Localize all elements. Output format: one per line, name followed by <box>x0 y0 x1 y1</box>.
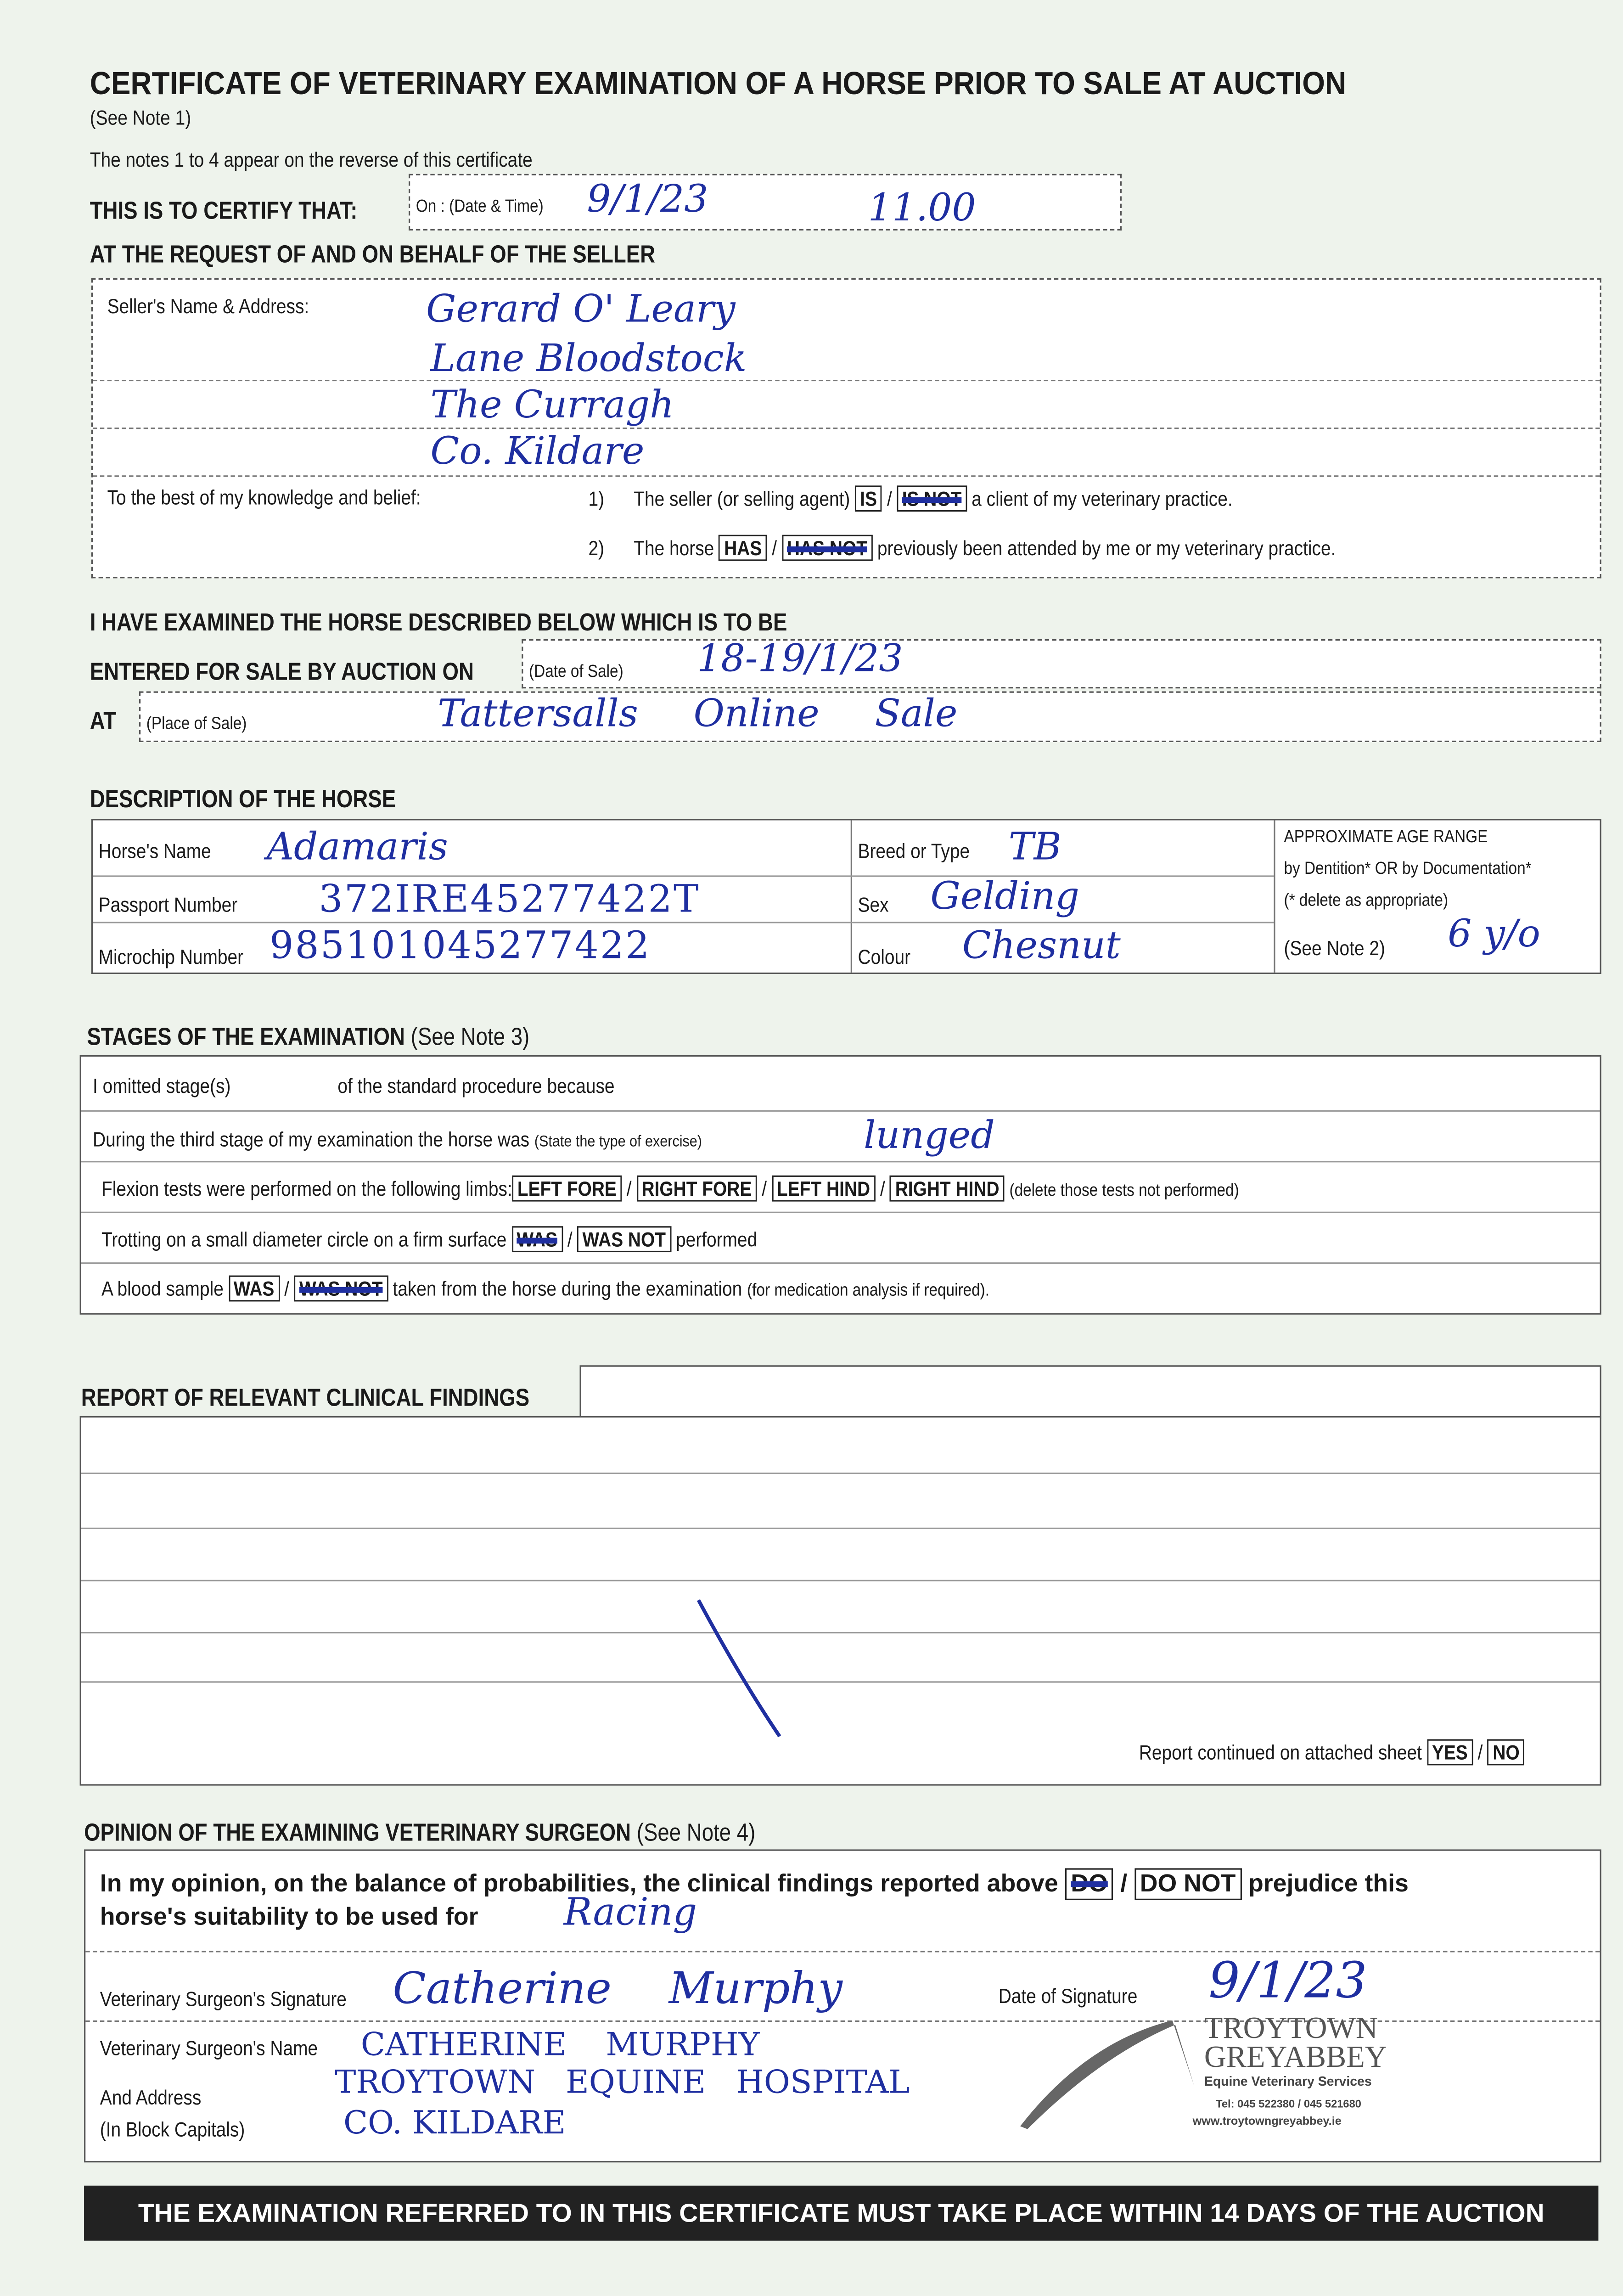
q1-row: 1) The seller (or selling agent) IS / IS NOT a client of my veterinary practice. <box>588 485 1232 512</box>
omitted-reason-label: of the standard procedure because <box>337 1074 615 1097</box>
knowledge-label: To the best of my knowledge and belief: <box>107 485 421 509</box>
right-fore-option[interactable]: RIGHT FORE <box>636 1176 757 1202</box>
continued-no-option[interactable]: NO <box>1488 1739 1525 1766</box>
stages-box <box>80 1055 1601 1315</box>
opinion-heading: OPINION OF THE EXAMINING VETERINARY SURGEON (See Note 4) <box>84 1819 756 1847</box>
see-note-1: (See Note 1) <box>90 106 191 129</box>
age-see-note: (See Note 2) <box>1284 936 1385 960</box>
trotting-row: Trotting on a small diameter circle on a firm surface WAS / WAS NOT performed <box>101 1226 757 1252</box>
block-capitals-note: (In Block Capitals) <box>100 2117 245 2141</box>
continued-yes-option[interactable]: YES <box>1427 1739 1473 1766</box>
colour-label: Colour <box>858 945 911 968</box>
trot-was-not-option[interactable]: WAS NOT <box>577 1226 671 1252</box>
age-value: 6 y/o <box>1448 913 1540 957</box>
date-of-signature-label: Date of Signature <box>998 1984 1138 2008</box>
opinion-text-2: horse's suitability to be used for <box>100 1903 478 1931</box>
report-heading: REPORT OF RELEVANT CLINICAL FINDINGS <box>81 1384 530 1412</box>
seller-section <box>91 278 1601 578</box>
intended-use: Racing <box>563 1891 697 1935</box>
notes-text: The notes 1 to 4 appear on the reverse of this certificate <box>90 147 533 171</box>
horse-name-label: Horse's Name <box>98 839 211 862</box>
date-of-sale-field[interactable] <box>522 639 1601 688</box>
q2-row: 2) The horse HAS / HAS NOT previously been attended by me or my veterinary practice. <box>588 535 1336 561</box>
third-stage-label: During the third stage of my examination the horse was (State the type of exercise) <box>93 1127 702 1151</box>
signature-label: Veterinary Surgeon's Signature <box>100 1987 347 2010</box>
exam-time: 11.00 <box>868 187 976 231</box>
request-heading: AT THE REQUEST OF AND ON BEHALF OF THE SELLER <box>90 240 656 268</box>
at-label: AT <box>90 707 117 735</box>
vet-name-label: Veterinary Surgeon's Name <box>100 2036 318 2060</box>
footer-banner: THE EXAMINATION REFERRED TO IN THIS CERTIFICATE MUST TAKE PLACE WITHIN 14 DAYS OF THE AUCTION <box>84 2186 1598 2241</box>
is-not-option[interactable]: IS NOT <box>897 485 967 512</box>
practice-logo-swoosh <box>1013 2013 1201 2144</box>
third-stage-exercise: lunged <box>864 1114 995 1158</box>
left-hind-option[interactable]: LEFT HIND <box>772 1176 875 1202</box>
horse-name: Adamaris <box>266 826 448 870</box>
practice-stamp <box>1013 2010 1404 2144</box>
age-by: by Dentition* OR by Documentation* <box>1284 858 1532 878</box>
seller-address-2: The Curragh <box>430 384 674 428</box>
vet-address-2: CO. KILDARE <box>343 2106 566 2143</box>
report-continued-row: Report continued on attached sheet YES / NO <box>1139 1739 1525 1766</box>
do-option[interactable]: DO <box>1065 1868 1114 1900</box>
certificate-title: CERTIFICATE OF VETERINARY EXAMINATION OF A HORSE PRIOR TO SALE AT AUCTION <box>90 65 1347 101</box>
certify-label: THIS IS TO CERTIFY THAT: <box>90 197 358 225</box>
entered-label: ENTERED FOR SALE BY AUCTION ON <box>90 658 474 686</box>
date-of-sale: 18-19/1/23 <box>697 637 903 681</box>
stamp-services: Equine Veterinary Services <box>1204 2074 1372 2089</box>
date-of-signature: 9/1/23 <box>1208 1952 1367 2010</box>
place-of-sale: Tattersalls Online Sale <box>438 692 958 737</box>
report-header-cell <box>580 1365 1601 1419</box>
date-of-sale-label: (Date of Sale) <box>529 661 623 681</box>
blood-row: A blood sample WAS / WAS NOT taken from the horse during the examination (for medication analysis if required). <box>101 1276 989 1302</box>
exam-date: 9/1/23 <box>587 178 708 222</box>
do-not-option[interactable]: DO NOT <box>1134 1868 1241 1900</box>
colour: Chesnut <box>962 924 1121 968</box>
opinion-box <box>84 1849 1601 2162</box>
right-hind-option[interactable]: RIGHT HIND <box>890 1176 1005 1202</box>
report-findings-area[interactable] <box>80 1416 1601 1786</box>
omitted-label: I omitted stage(s) <box>93 1074 231 1097</box>
passport-label: Passport Number <box>98 893 238 916</box>
place-of-sale-label: (Place of Sale) <box>146 713 247 734</box>
strike-through-mark <box>690 1592 791 1751</box>
description-heading: DESCRIPTION OF THE HORSE <box>90 785 396 813</box>
on-label: On : (Date & Time) <box>416 196 544 216</box>
sex: Gelding <box>930 875 1079 919</box>
stamp-web: www.troytowngreyabbey.ie <box>1192 2115 1342 2128</box>
microchip-label: Microchip Number <box>98 945 244 968</box>
description-table <box>91 819 1601 974</box>
examined-heading: I HAVE EXAMINED THE HORSE DESCRIBED BELOW WHICH IS TO BE <box>90 608 787 636</box>
vet-signature: Catherine Murphy <box>393 1964 842 2015</box>
age-heading: APPROXIMATE AGE RANGE <box>1284 826 1488 847</box>
opinion-text-1: In my opinion, on the balance of probabilities, the clinical findings reported above DO / DO NOT prejudice this <box>100 1868 1409 1900</box>
has-not-option[interactable]: HAS NOT <box>782 535 872 561</box>
blood-was-not-option[interactable]: WAS NOT <box>294 1276 388 1302</box>
has-option[interactable]: HAS <box>719 535 767 561</box>
flexion-row: Flexion tests were performed on the following limbs: LEFT FORE / RIGHT FORE / LEFT HIND / RIGHT HIND (delete those tests not performed) <box>101 1176 1239 1202</box>
breed: TB <box>1008 826 1061 870</box>
microchip-number: 985101045277422 <box>270 924 651 968</box>
age-delete-note: (* delete as appropriate) <box>1284 889 1449 911</box>
date-time-field[interactable] <box>409 174 1122 231</box>
vet-name: CATHERINE MURPHY <box>360 2027 760 2064</box>
place-of-sale-field[interactable] <box>139 692 1601 742</box>
vet-address-1: TROYTOWN EQUINE HOSPITAL <box>335 2065 910 2102</box>
left-fore-option[interactable]: LEFT FORE <box>512 1176 622 1202</box>
seller-address-1: Lane Bloodstock <box>430 338 747 382</box>
trot-was-option[interactable]: WAS <box>511 1226 562 1252</box>
passport-number: 372IRE45277422T <box>319 878 700 922</box>
address-label: And Address <box>100 2085 202 2109</box>
stages-heading: STAGES OF THE EXAMINATION (See Note 3) <box>87 1023 530 1051</box>
breed-label: Breed or Type <box>858 839 970 862</box>
stamp-name: TROYTOWN GREYABBEY <box>1204 2010 1387 2074</box>
sex-label: Sex <box>858 893 889 916</box>
seller-name: Gerard O' Leary <box>426 288 736 332</box>
blood-was-option[interactable]: WAS <box>229 1276 280 1302</box>
seller-address-3: Co. Kildare <box>430 430 645 474</box>
is-option[interactable]: IS <box>855 485 882 512</box>
stamp-tel: Tel: 045 522380 / 045 521680 <box>1216 2097 1361 2110</box>
seller-label: Seller's Name & Address: <box>107 294 309 318</box>
